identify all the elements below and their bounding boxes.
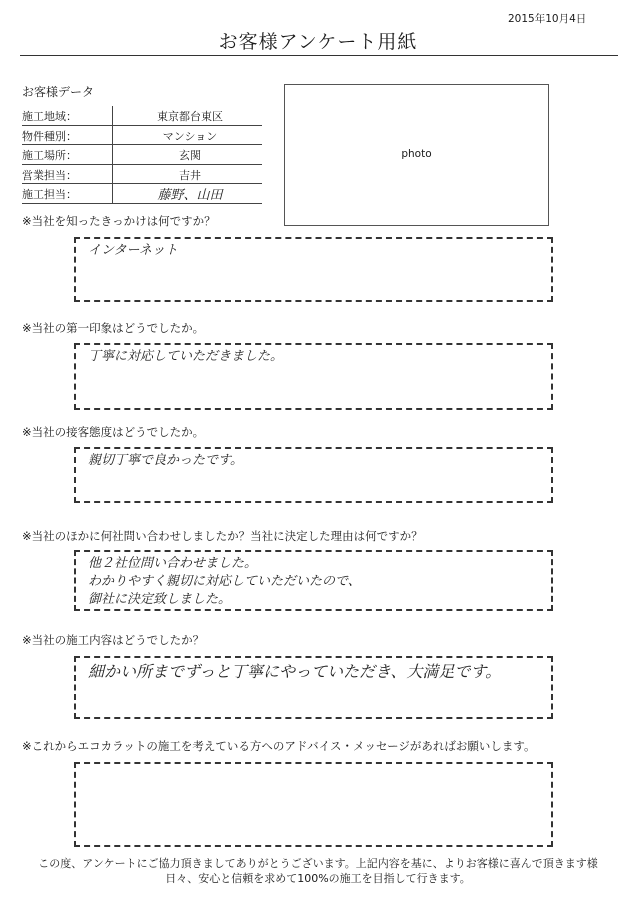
customer-label: 施工担当：: [22, 188, 77, 202]
answer-1-text: インターネット: [88, 243, 178, 258]
customer-data-heading: お客様データ: [22, 85, 95, 99]
answer-4-text: 他２社位問い合わせました。 わかりやすく親切に対応していただいたので、 御社に決定致しました。: [88, 556, 361, 607]
customer-value: 東京都台東区: [157, 110, 223, 123]
customer-value: マンション: [162, 129, 218, 143]
answer-box-2: [74, 343, 553, 410]
title-underline: [20, 55, 618, 56]
question-3: ※当社の接客態度はどうでしたか。: [22, 425, 205, 439]
answer-box-1: [74, 237, 553, 302]
footer-line-2: 日々、安心と信頼を求めて100%の施工を目指して行きます。: [165, 872, 471, 885]
row-divider: [112, 126, 113, 146]
customer-label: 施工場所：: [22, 149, 77, 163]
customer-value: 吉井: [179, 168, 201, 182]
footer-line-1: この度、アンケートにご協力頂きましてありがとうございます。上記内容を基に、よりお客様に喜んで頂きます様: [38, 857, 598, 870]
customer-row-property-type: [22, 126, 262, 146]
customer-row-location: [22, 145, 262, 165]
answer-box-5: [74, 656, 553, 719]
customer-label: 物件種別：: [22, 129, 77, 143]
survey-date: 2015年10月4日: [508, 13, 587, 25]
row-divider: [112, 184, 113, 204]
row-divider: [112, 106, 113, 126]
answer-3-text: 親切丁寧で良かったです。: [88, 453, 243, 468]
customer-label: 施工地域：: [22, 110, 77, 123]
answer-box-3: [74, 447, 553, 503]
photo-placeholder: [284, 84, 549, 226]
page-title: お客様アンケート用紙: [218, 31, 418, 53]
customer-row-area: [22, 106, 262, 126]
customer-data-table: [22, 106, 262, 204]
customer-value-handwritten: 藤野、山田: [157, 188, 223, 204]
row-divider: [112, 165, 113, 185]
question-6: ※これからエコカラットの施工を考えている方へのアドバイス・メッセージがあればお願いします。: [22, 739, 536, 753]
answer-2-text: 丁寧に対応していただきました。: [88, 349, 284, 364]
row-divider: [112, 145, 113, 165]
customer-row-sales-rep: [22, 165, 262, 185]
question-2: ※当社の第一印象はどうでしたか。: [22, 321, 205, 335]
question-5: ※当社の施工内容はどうでしたか？: [22, 633, 205, 647]
photo-label: photo: [401, 148, 432, 160]
answer-5-text: 細かい所までずっと丁寧にやっていただき、大満足です。: [88, 662, 502, 681]
customer-value: 玄関: [179, 149, 201, 163]
question-4: ※当社のほかに何社問い合わせしましたか？当社に決定した理由は何ですか？: [22, 529, 423, 543]
answer-box-6: [74, 762, 553, 847]
answer-box-4: [74, 550, 553, 611]
customer-row-installer: [22, 184, 262, 204]
question-1: ※当社を知ったきっかけは何ですか？: [22, 214, 216, 228]
customer-label: 営業担当：: [22, 168, 77, 182]
